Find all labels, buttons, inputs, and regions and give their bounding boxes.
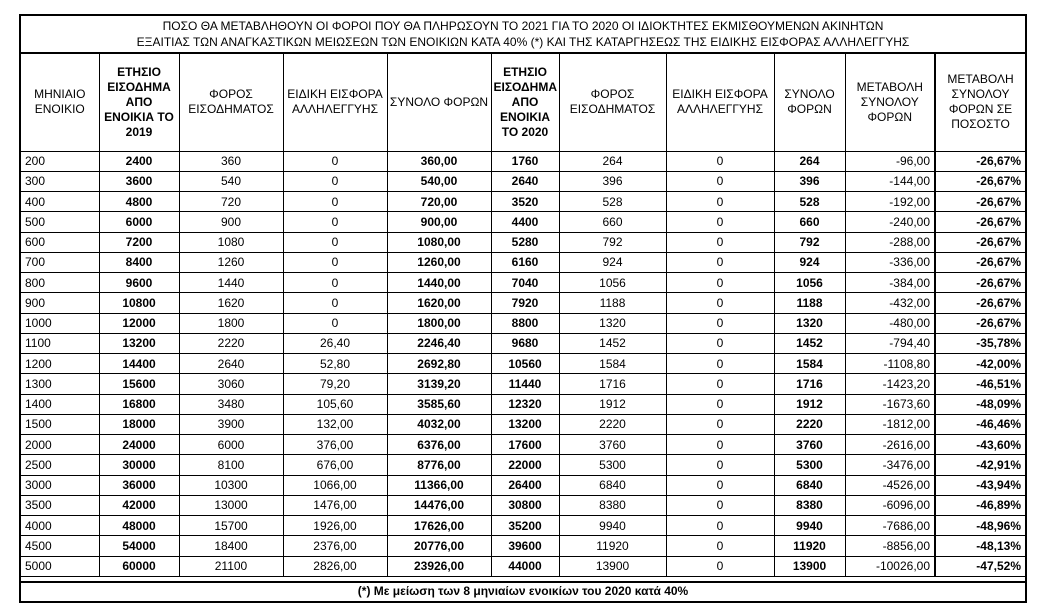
cell-total-taxes-2019: 8776,00 (387, 455, 491, 475)
cell-solidarity-contribution-2020: 0 (666, 536, 774, 556)
column-header-annual-income-2019: ΕΤΗΣΙΟ ΕΙΣΟΔΗΜΑ ΑΠΟ ΕΝΟΙΚΙΑ ΤΟ 2019 (99, 54, 179, 151)
cell-total-tax-change: -8856,00 (845, 536, 935, 556)
cell-annual-income-2019: 42000 (99, 495, 179, 515)
cell-annual-income-2020: 10560 (491, 354, 559, 374)
cell-income-tax-2020: 396 (559, 171, 666, 191)
cell-income-tax-2019: 13000 (179, 495, 283, 515)
cell-total-taxes-2020: 1912 (774, 394, 845, 414)
cell-annual-income-2020: 7920 (491, 293, 559, 313)
cell-total-taxes-2020: 1320 (774, 313, 845, 333)
cell-annual-income-2020: 12320 (491, 394, 559, 414)
cell-total-taxes-2019: 2692,80 (387, 354, 491, 374)
cell-monthly-rent: 1500 (21, 414, 99, 434)
cell-solidarity-contribution-2020: 0 (666, 192, 774, 212)
cell-annual-income-2020: 39600 (491, 536, 559, 556)
cell-annual-income-2019: 36000 (99, 475, 179, 495)
cell-income-tax-2019: 8100 (179, 455, 283, 475)
table-row (21, 192, 1025, 212)
cell-annual-income-2020: 8800 (491, 313, 559, 333)
table-row (21, 394, 1025, 414)
cell-income-tax-2020: 5300 (559, 455, 666, 475)
cell-total-taxes-2020: 3760 (774, 435, 845, 455)
cell-income-tax-2020: 13900 (559, 556, 666, 576)
cell-total-tax-change-percent: -26,67% (935, 252, 1025, 272)
cell-income-tax-2020: 264 (559, 151, 666, 171)
cell-total-tax-change: -3476,00 (845, 455, 935, 475)
cell-annual-income-2020: 30800 (491, 495, 559, 515)
cell-solidarity-contribution-2020: 0 (666, 212, 774, 232)
cell-annual-income-2020: 17600 (491, 435, 559, 455)
table-row (21, 212, 1025, 232)
cell-income-tax-2019: 3900 (179, 414, 283, 434)
cell-annual-income-2020: 22000 (491, 455, 559, 475)
cell-solidarity-contribution-2020: 0 (666, 171, 774, 191)
cell-income-tax-2019: 18400 (179, 536, 283, 556)
table-row (21, 374, 1025, 394)
cell-monthly-rent: 1200 (21, 354, 99, 374)
cell-annual-income-2019: 2400 (99, 151, 179, 171)
cell-total-taxes-2019: 6376,00 (387, 435, 491, 455)
table-row (21, 171, 1025, 191)
tax-table-document (19, 14, 1027, 603)
cell-annual-income-2020: 5280 (491, 232, 559, 252)
cell-solidarity-contribution-2019: 79,20 (283, 374, 387, 394)
column-header-income-tax-2019: ΦΟΡΟΣ ΕΙΣΟΔΗΜΑΤΟΣ (179, 54, 283, 151)
cell-total-tax-change-percent: -26,67% (935, 151, 1025, 171)
cell-monthly-rent: 1100 (21, 333, 99, 353)
cell-income-tax-2020: 660 (559, 212, 666, 232)
table-row (21, 354, 1025, 374)
cell-solidarity-contribution-2020: 0 (666, 455, 774, 475)
cell-solidarity-contribution-2020: 0 (666, 333, 774, 353)
cell-annual-income-2019: 54000 (99, 536, 179, 556)
table-row (21, 252, 1025, 272)
cell-annual-income-2019: 16800 (99, 394, 179, 414)
cell-total-tax-change: -240,00 (845, 212, 935, 232)
table-row (21, 313, 1025, 333)
cell-income-tax-2020: 1056 (559, 273, 666, 293)
cell-annual-income-2020: 6160 (491, 252, 559, 272)
cell-income-tax-2019: 1440 (179, 273, 283, 293)
cell-annual-income-2020: 9680 (491, 333, 559, 353)
cell-monthly-rent: 1000 (21, 313, 99, 333)
cell-total-taxes-2020: 660 (774, 212, 845, 232)
column-header-monthly-rent: ΜΗΝΙΑΙΟ ΕΝΟΙΚΙΟ (21, 54, 99, 151)
cell-total-tax-change-percent: -46,46% (935, 414, 1025, 434)
cell-solidarity-contribution-2019: 1926,00 (283, 516, 387, 536)
cell-total-taxes-2019: 3585,60 (387, 394, 491, 414)
cell-total-tax-change-percent: -26,67% (935, 293, 1025, 313)
table-row (21, 232, 1025, 252)
cell-total-taxes-2019: 11366,00 (387, 475, 491, 495)
title-line-1: ΠΟΣΟ ΘΑ ΜΕΤΑΒΛΗΘΟΥΝ ΟΙ ΦΟΡΟΙ ΠΟΥ ΘΑ ΠΛΗΡΩΣΟΥΝ ΤΟ 2021 ΓΙΑ ΤΟ 2020 ΟΙ ΙΔΙΟΚΤΗΤΕΣ ΕΚΜΙΣΘΟΥΜΕΝΩΝ ΑΚΙΝΗΤΩΝ (162, 19, 884, 33)
cell-solidarity-contribution-2019: 0 (283, 313, 387, 333)
column-header-total-tax-change-percent: ΜΕΤΑΒΟΛΗ ΣΥΝΟΛΟΥ ΦΟΡΩΝ ΣΕ ΠΟΣΟΣΤΟ (935, 54, 1025, 151)
cell-total-tax-change: -1423,20 (845, 374, 935, 394)
cell-total-taxes-2019: 900,00 (387, 212, 491, 232)
cell-total-tax-change-percent: -42,00% (935, 354, 1025, 374)
cell-solidarity-contribution-2019: 2826,00 (283, 556, 387, 576)
cell-income-tax-2019: 1260 (179, 252, 283, 272)
cell-total-taxes-2019: 23926,00 (387, 556, 491, 576)
cell-solidarity-contribution-2019: 376,00 (283, 435, 387, 455)
cell-annual-income-2019: 8400 (99, 252, 179, 272)
cell-total-taxes-2019: 1260,00 (387, 252, 491, 272)
cell-total-tax-change-percent: -48,09% (935, 394, 1025, 414)
cell-total-taxes-2019: 1440,00 (387, 273, 491, 293)
cell-total-tax-change: -10026,00 (845, 556, 935, 576)
cell-income-tax-2020: 1452 (559, 333, 666, 353)
cell-total-tax-change: -1108,80 (845, 354, 935, 374)
cell-total-taxes-2019: 14476,00 (387, 495, 491, 515)
cell-total-tax-change-percent: -26,67% (935, 273, 1025, 293)
cell-total-tax-change: -192,00 (845, 192, 935, 212)
cell-total-tax-change-percent: -48,96% (935, 516, 1025, 536)
cell-total-taxes-2019: 4032,00 (387, 414, 491, 434)
cell-annual-income-2019: 14400 (99, 354, 179, 374)
column-header-income-tax-2020: ΦΟΡΟΣ ΕΙΣΟΔΗΜΑΤΟΣ (559, 54, 666, 151)
cell-income-tax-2020: 792 (559, 232, 666, 252)
cell-total-tax-change: -4526,00 (845, 475, 935, 495)
cell-total-taxes-2019: 1620,00 (387, 293, 491, 313)
cell-total-tax-change: -794,40 (845, 333, 935, 353)
cell-solidarity-contribution-2019: 105,60 (283, 394, 387, 414)
cell-total-tax-change: -1673,60 (845, 394, 935, 414)
cell-total-taxes-2019: 17626,00 (387, 516, 491, 536)
cell-total-tax-change-percent: -26,67% (935, 232, 1025, 252)
table-row (21, 455, 1025, 475)
cell-solidarity-contribution-2019: 1476,00 (283, 495, 387, 515)
cell-total-taxes-2019: 1800,00 (387, 313, 491, 333)
cell-income-tax-2019: 10300 (179, 475, 283, 495)
cell-income-tax-2020: 1188 (559, 293, 666, 313)
cell-income-tax-2019: 15700 (179, 516, 283, 536)
cell-total-taxes-2020: 1716 (774, 374, 845, 394)
cell-total-tax-change: -7686,00 (845, 516, 935, 536)
cell-total-taxes-2019: 1080,00 (387, 232, 491, 252)
cell-monthly-rent: 200 (21, 151, 99, 171)
cell-monthly-rent: 1300 (21, 374, 99, 394)
cell-monthly-rent: 300 (21, 171, 99, 191)
cell-total-taxes-2020: 396 (774, 171, 845, 191)
cell-total-tax-change-percent: -26,67% (935, 313, 1025, 333)
title-line-2: ΕΞΑΙΤΙΑΣ ΤΩΝ ΑΝΑΓΚΑΣΤΙΚΩΝ ΜΕΙΩΣΕΩΝ ΤΩΝ ΕΝΟΙΚΙΩΝ ΚΑΤΑ 40% (*) ΚΑΙ ΤΗΣ ΚΑΤΑΡΓΗΣΕΩΣ ΤΗΣ ΕΙΔΙΚΗΣ ΕΙΣΦΟΡΑΣ ΑΛΛΗΛΕΓΓΥΗΣ (136, 35, 910, 49)
cell-monthly-rent: 800 (21, 273, 99, 293)
cell-solidarity-contribution-2019: 0 (283, 293, 387, 313)
table-row (21, 495, 1025, 515)
cell-total-taxes-2020: 1188 (774, 293, 845, 313)
cell-solidarity-contribution-2020: 0 (666, 252, 774, 272)
cell-monthly-rent: 900 (21, 293, 99, 313)
cell-income-tax-2019: 2640 (179, 354, 283, 374)
cell-solidarity-contribution-2020: 0 (666, 435, 774, 455)
cell-income-tax-2020: 528 (559, 192, 666, 212)
cell-income-tax-2019: 6000 (179, 435, 283, 455)
cell-monthly-rent: 4000 (21, 516, 99, 536)
cell-annual-income-2020: 44000 (491, 556, 559, 576)
cell-annual-income-2019: 4800 (99, 192, 179, 212)
cell-solidarity-contribution-2020: 0 (666, 394, 774, 414)
cell-annual-income-2019: 48000 (99, 516, 179, 536)
cell-solidarity-contribution-2019: 0 (283, 151, 387, 171)
cell-annual-income-2020: 11440 (491, 374, 559, 394)
cell-monthly-rent: 700 (21, 252, 99, 272)
cell-total-tax-change-percent: -26,67% (935, 212, 1025, 232)
cell-solidarity-contribution-2020: 0 (666, 293, 774, 313)
cell-monthly-rent: 1400 (21, 394, 99, 414)
cell-income-tax-2020: 2220 (559, 414, 666, 434)
cell-total-taxes-2020: 528 (774, 192, 845, 212)
cell-solidarity-contribution-2020: 0 (666, 313, 774, 333)
cell-income-tax-2019: 3480 (179, 394, 283, 414)
cell-solidarity-contribution-2019: 0 (283, 252, 387, 272)
column-header-solidarity-contribution-2020: ΕΙΔΙΚΗ ΕΙΣΦΟΡΑ ΑΛΛΗΛΕΓΓΥΗΣ (666, 54, 774, 151)
cell-total-tax-change-percent: -26,67% (935, 192, 1025, 212)
cell-solidarity-contribution-2019: 52,80 (283, 354, 387, 374)
cell-annual-income-2019: 7200 (99, 232, 179, 252)
cell-annual-income-2019: 18000 (99, 414, 179, 434)
cell-monthly-rent: 500 (21, 212, 99, 232)
cell-total-tax-change: -384,00 (845, 273, 935, 293)
cell-total-taxes-2020: 264 (774, 151, 845, 171)
cell-total-tax-change: -6096,00 (845, 495, 935, 515)
cell-total-taxes-2020: 5300 (774, 455, 845, 475)
cell-annual-income-2020: 4400 (491, 212, 559, 232)
cell-total-tax-change-percent: -26,67% (935, 171, 1025, 191)
cell-solidarity-contribution-2020: 0 (666, 354, 774, 374)
cell-annual-income-2019: 3600 (99, 171, 179, 191)
cell-solidarity-contribution-2020: 0 (666, 414, 774, 434)
cell-annual-income-2019: 60000 (99, 556, 179, 576)
cell-income-tax-2020: 1320 (559, 313, 666, 333)
cell-annual-income-2019: 30000 (99, 455, 179, 475)
cell-income-tax-2019: 21100 (179, 556, 283, 576)
cell-income-tax-2020: 1584 (559, 354, 666, 374)
cell-solidarity-contribution-2020: 0 (666, 232, 774, 252)
cell-total-taxes-2020: 8380 (774, 495, 845, 515)
cell-total-tax-change: -336,00 (845, 252, 935, 272)
cell-solidarity-contribution-2019: 132,00 (283, 414, 387, 434)
table-row (21, 475, 1025, 495)
cell-annual-income-2019: 24000 (99, 435, 179, 455)
cell-total-taxes-2019: 720,00 (387, 192, 491, 212)
cell-total-taxes-2020: 6840 (774, 475, 845, 495)
cell-solidarity-contribution-2019: 676,00 (283, 455, 387, 475)
cell-monthly-rent: 3000 (21, 475, 99, 495)
cell-total-tax-change-percent: -46,89% (935, 495, 1025, 515)
cell-total-tax-change: -2616,00 (845, 435, 935, 455)
cell-total-tax-change-percent: -48,13% (935, 536, 1025, 556)
cell-annual-income-2020: 1760 (491, 151, 559, 171)
cell-total-tax-change-percent: -43,94% (935, 475, 1025, 495)
cell-annual-income-2019: 10800 (99, 293, 179, 313)
column-header-total-taxes-2019: ΣΥΝΟΛΟ ΦΟΡΩΝ (387, 54, 491, 151)
cell-annual-income-2019: 9600 (99, 273, 179, 293)
table-body (21, 151, 1025, 576)
cell-total-taxes-2019: 20776,00 (387, 536, 491, 556)
cell-total-tax-change: -432,00 (845, 293, 935, 313)
cell-income-tax-2020: 6840 (559, 475, 666, 495)
cell-solidarity-contribution-2020: 0 (666, 273, 774, 293)
cell-annual-income-2020: 2640 (491, 171, 559, 191)
table-row (21, 435, 1025, 455)
column-header-solidarity-contribution-2019: ΕΙΔΙΚΗ ΕΙΣΦΟΡΑ ΑΛΛΗΛΕΓΓΥΗΣ (283, 54, 387, 151)
cell-income-tax-2019: 540 (179, 171, 283, 191)
cell-total-tax-change: -1812,00 (845, 414, 935, 434)
cell-solidarity-contribution-2019: 1066,00 (283, 475, 387, 495)
cell-income-tax-2020: 9940 (559, 516, 666, 536)
cell-annual-income-2020: 7040 (491, 273, 559, 293)
cell-income-tax-2019: 720 (179, 192, 283, 212)
cell-solidarity-contribution-2020: 0 (666, 374, 774, 394)
cell-monthly-rent: 2500 (21, 455, 99, 475)
table-row (21, 273, 1025, 293)
cell-income-tax-2020: 8380 (559, 495, 666, 515)
cell-total-tax-change-percent: -47,52% (935, 556, 1025, 576)
cell-total-taxes-2019: 540,00 (387, 171, 491, 191)
tax-comparison-table (21, 54, 1025, 577)
cell-solidarity-contribution-2019: 26,40 (283, 333, 387, 353)
cell-total-taxes-2020: 13900 (774, 556, 845, 576)
cell-annual-income-2019: 6000 (99, 212, 179, 232)
cell-income-tax-2019: 900 (179, 212, 283, 232)
cell-total-taxes-2019: 360,00 (387, 151, 491, 171)
cell-income-tax-2020: 924 (559, 252, 666, 272)
cell-total-taxes-2020: 792 (774, 232, 845, 252)
column-header-total-tax-change: ΜΕΤΑΒΟΛΗ ΣΥΝΟΛΟΥ ΦΟΡΩΝ (845, 54, 935, 151)
table-row (21, 556, 1025, 576)
cell-solidarity-contribution-2019: 0 (283, 212, 387, 232)
cell-total-tax-change: -288,00 (845, 232, 935, 252)
cell-total-tax-change-percent: -46,51% (935, 374, 1025, 394)
cell-total-tax-change: -144,00 (845, 171, 935, 191)
cell-total-taxes-2020: 1452 (774, 333, 845, 353)
cell-monthly-rent: 5000 (21, 556, 99, 576)
cell-total-tax-change-percent: -35,78% (935, 333, 1025, 353)
table-header-row (21, 54, 1025, 151)
cell-total-tax-change-percent: -43,60% (935, 435, 1025, 455)
cell-income-tax-2019: 1800 (179, 313, 283, 333)
cell-solidarity-contribution-2019: 0 (283, 232, 387, 252)
footnote: (*) Με μείωση των 8 μηνιαίων ενοικίων του 2020 κατά 40% (21, 581, 1025, 601)
cell-total-taxes-2020: 1056 (774, 273, 845, 293)
cell-total-tax-change: -96,00 (845, 151, 935, 171)
cell-solidarity-contribution-2019: 2376,00 (283, 536, 387, 556)
cell-income-tax-2020: 1912 (559, 394, 666, 414)
cell-annual-income-2020: 26400 (491, 475, 559, 495)
table-row (21, 536, 1025, 556)
cell-total-taxes-2020: 1584 (774, 354, 845, 374)
cell-income-tax-2020: 11920 (559, 536, 666, 556)
cell-income-tax-2019: 2220 (179, 333, 283, 353)
column-header-total-taxes-2020: ΣΥΝΟΛΟ ΦΟΡΩΝ (774, 54, 845, 151)
cell-solidarity-contribution-2019: 0 (283, 273, 387, 293)
table-row (21, 333, 1025, 353)
cell-annual-income-2019: 15600 (99, 374, 179, 394)
cell-income-tax-2020: 3760 (559, 435, 666, 455)
cell-monthly-rent: 3500 (21, 495, 99, 515)
cell-total-taxes-2020: 9940 (774, 516, 845, 536)
cell-total-taxes-2020: 924 (774, 252, 845, 272)
cell-total-taxes-2020: 2220 (774, 414, 845, 434)
cell-income-tax-2019: 1620 (179, 293, 283, 313)
cell-income-tax-2019: 3060 (179, 374, 283, 394)
cell-monthly-rent: 2000 (21, 435, 99, 455)
cell-total-tax-change-percent: -42,91% (935, 455, 1025, 475)
cell-total-taxes-2019: 3139,20 (387, 374, 491, 394)
cell-income-tax-2019: 360 (179, 151, 283, 171)
cell-solidarity-contribution-2019: 0 (283, 171, 387, 191)
cell-solidarity-contribution-2020: 0 (666, 475, 774, 495)
cell-income-tax-2020: 1716 (559, 374, 666, 394)
cell-monthly-rent: 600 (21, 232, 99, 252)
cell-annual-income-2020: 13200 (491, 414, 559, 434)
cell-solidarity-contribution-2020: 0 (666, 556, 774, 576)
cell-annual-income-2019: 13200 (99, 333, 179, 353)
cell-monthly-rent: 400 (21, 192, 99, 212)
cell-annual-income-2020: 3520 (491, 192, 559, 212)
table-row (21, 516, 1025, 536)
cell-annual-income-2020: 35200 (491, 516, 559, 536)
table-row (21, 151, 1025, 171)
cell-annual-income-2019: 12000 (99, 313, 179, 333)
table-row (21, 414, 1025, 434)
cell-total-taxes-2019: 2246,40 (387, 333, 491, 353)
cell-solidarity-contribution-2020: 0 (666, 516, 774, 536)
cell-monthly-rent: 4500 (21, 536, 99, 556)
cell-solidarity-contribution-2019: 0 (283, 192, 387, 212)
cell-income-tax-2019: 1080 (179, 232, 283, 252)
cell-total-taxes-2020: 11920 (774, 536, 845, 556)
cell-solidarity-contribution-2020: 0 (666, 151, 774, 171)
column-header-annual-income-2020: ΕΤΗΣΙΟ ΕΙΣΟΔΗΜΑ ΑΠΟ ΕΝΟΙΚΙΑ ΤΟ 2020 (491, 54, 559, 151)
cell-total-tax-change: -480,00 (845, 313, 935, 333)
table-row (21, 293, 1025, 313)
document-title (21, 16, 1025, 54)
cell-solidarity-contribution-2020: 0 (666, 495, 774, 515)
